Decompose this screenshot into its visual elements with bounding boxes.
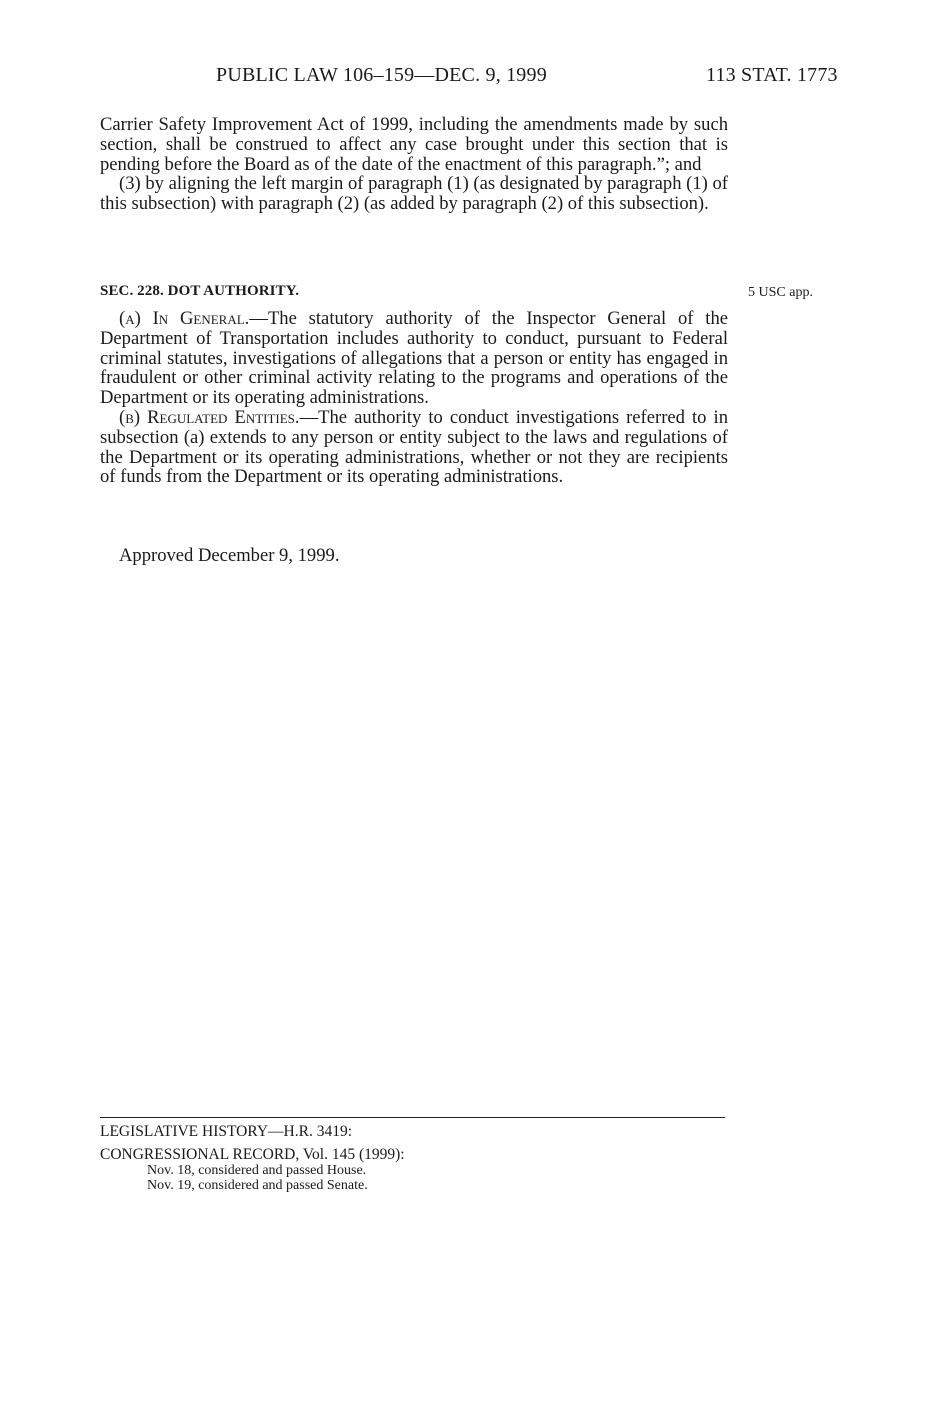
- footnote-divider: [100, 1117, 725, 1118]
- congressional-record: CONGRESSIONAL RECORD, Vol. 145 (1999):: [100, 1146, 405, 1163]
- subsection-a-label: (a) In General.: [119, 308, 250, 329]
- section-heading: SEC. 228. DOT AUTHORITY.: [100, 283, 300, 299]
- subsection-a-text: —The statutory authority of the Inspector General of the Department of Transportation includes authority to conduct, pursuant to Federal criminal statutes, investigations of allegations that a person or entity has engaged in fraudulent or other criminal activity relating to the programs and operations of the Department or its operating administrations.: [100, 308, 729, 409]
- running-header: [0, 64, 946, 92]
- subsection-a: [100, 309, 728, 408]
- legislative-history: [100, 1124, 405, 1193]
- header-title: PUBLIC LAW 106–159—DEC. 9, 1999: [216, 64, 547, 86]
- subsection-b-label: (b) Regulated Entities.: [119, 406, 300, 428]
- history-entry: Nov. 19, considered and passed Senate.: [147, 1178, 368, 1193]
- continued-paragraph: Carrier Safety Improvement Act of 1999, including the amendments made by such section, shall be construed to affect any case brought under this section that is pending before the Board as of the date of the enactment of this paragraph.”; and: [100, 114, 728, 175]
- section-228-body: [100, 309, 728, 487]
- paragraph-3: (3) by aligning the left margin of paragraph (1) (as designated by paragraph (1) of this subsection) with paragraph (2) (as added by paragraph (2) of this subsection).: [100, 173, 728, 215]
- subsection-b-text: —The authority to conduct investigations referred to in subsection (a) extends to any person or entity subject to the laws and regulations of the Department or its operating administrations, whether or not they are recipients of funds from the Department or its operating administrations.: [100, 406, 728, 488]
- continued-text: [100, 115, 728, 214]
- margin-citation: 5 USC app.: [748, 285, 813, 300]
- approval-date: Approved December 9, 1999.: [119, 545, 340, 566]
- statute-page-number: 113 STAT. 1773: [706, 64, 838, 86]
- subsection-b: [100, 408, 728, 487]
- legislative-history-heading: LEGISLATIVE HISTORY—H.R. 3419:: [100, 1123, 353, 1140]
- history-entry: Nov. 18, considered and passed House.: [147, 1163, 367, 1178]
